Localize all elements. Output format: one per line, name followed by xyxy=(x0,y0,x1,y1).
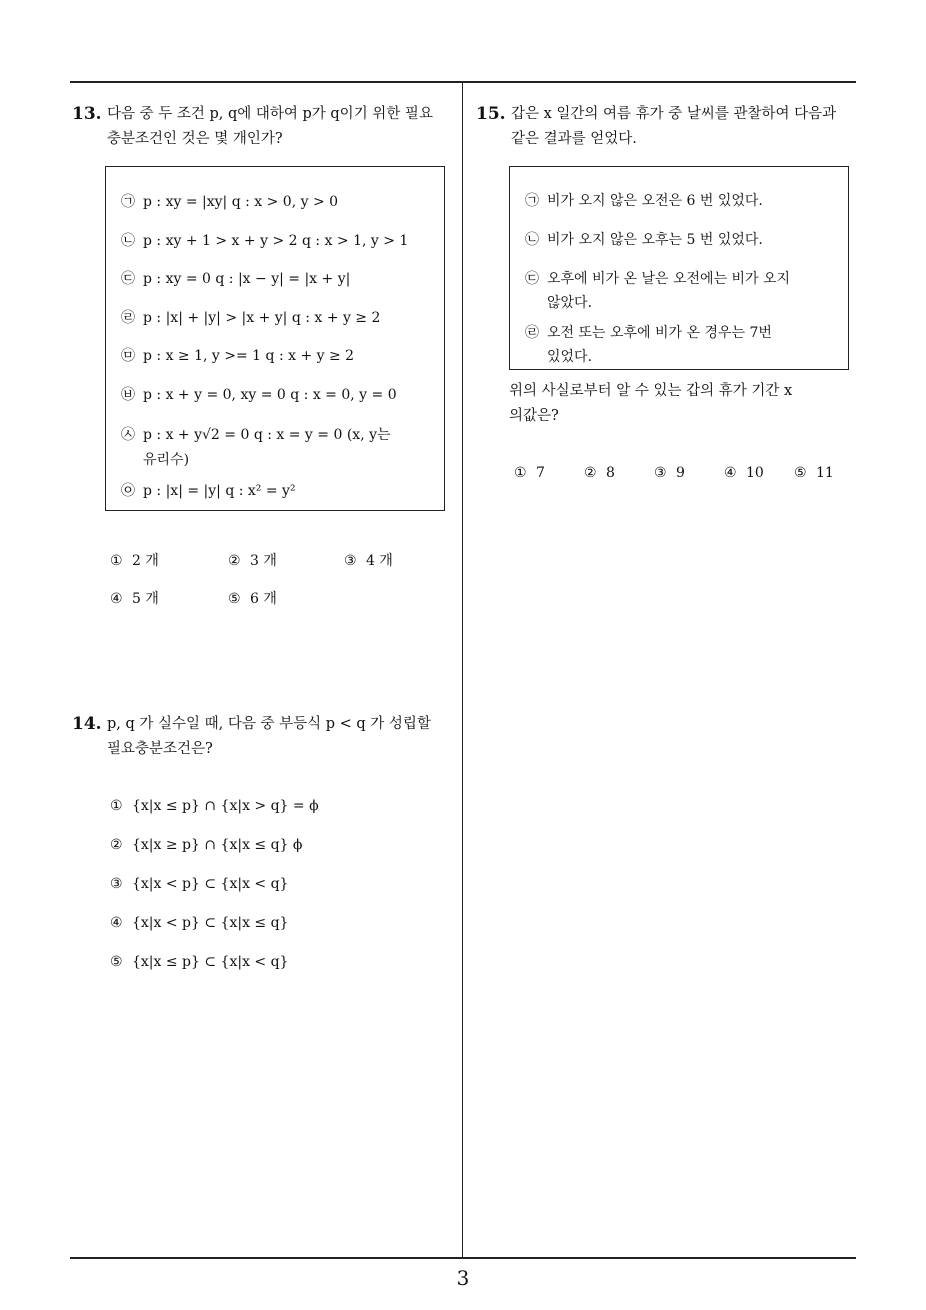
condition-text: p : xy = |xy| q : x > 0, y > 0 xyxy=(143,194,339,210)
choice-1[interactable] xyxy=(514,463,545,483)
choice-mark: ⑤ xyxy=(228,591,241,607)
condition-item xyxy=(121,230,408,253)
choice-4[interactable] xyxy=(110,589,159,609)
condition-item xyxy=(121,424,391,447)
question-number: 15. xyxy=(476,104,506,124)
question-14 xyxy=(72,712,456,762)
choice-1[interactable] xyxy=(110,551,159,571)
condition-mark: ㉧ xyxy=(121,483,135,499)
bottom-rule xyxy=(70,1257,856,1259)
choice-text: {x|x < p} ⊂ {x|x ≤ q} xyxy=(132,915,289,931)
choice-3[interactable] xyxy=(654,463,685,483)
condition-text: p : |x| + |y| > |x + y| q : x + y ≥ 2 xyxy=(143,310,381,326)
condition-item xyxy=(121,480,296,503)
condition-text: p : x + y = 0, xy = 0 q : x = 0, y = 0 xyxy=(143,387,397,403)
choice-2[interactable] xyxy=(110,835,302,855)
condition-text: p : x ≥ 1, y >= 1 q : x + y ≥ 2 xyxy=(143,348,355,364)
choice-mark: ① xyxy=(514,465,527,481)
choice-5[interactable] xyxy=(794,463,834,483)
choice-mark: ④ xyxy=(110,915,123,931)
choice-text: 9 xyxy=(676,465,685,481)
choice-mark: ③ xyxy=(110,876,123,892)
choice-1[interactable] xyxy=(110,796,319,816)
followup-line: 의값은? xyxy=(509,408,559,424)
choice-text: 7 xyxy=(536,465,545,481)
followup-line: 위의 사실로부터 알 수 있는 갑의 휴가 기간 x xyxy=(509,383,793,399)
choice-text: {x|x < p} ⊂ {x|x < q} xyxy=(132,876,289,892)
fact-mark: ㉡ xyxy=(525,232,539,248)
choice-mark: ④ xyxy=(110,591,123,607)
choice-text: 10 xyxy=(746,465,764,481)
stem-line: 필요충분조건은? xyxy=(107,741,213,757)
fact-continuation: 않았다. xyxy=(547,295,593,311)
question-stem xyxy=(511,102,860,152)
choice-mark: ⑤ xyxy=(794,465,807,481)
choice-mark: ① xyxy=(110,553,123,569)
question-stem xyxy=(107,102,456,152)
fact-text: 오전 또는 오후에 비가 온 경우는 7번 xyxy=(547,325,772,341)
fact-item xyxy=(525,229,763,252)
condition-item xyxy=(121,384,397,407)
choice-4[interactable] xyxy=(724,463,764,483)
stem-line: 충분조건인 것은 몇 개인가? xyxy=(107,131,283,147)
question-stem xyxy=(107,712,456,762)
fact-text: 비가 오지 않은 오전은 6 번 있었다. xyxy=(547,193,763,209)
condition-item xyxy=(121,307,380,330)
choice-text: 4 개 xyxy=(366,553,393,569)
condition-mark: ㉦ xyxy=(121,427,135,443)
fact-mark: ㉠ xyxy=(525,193,539,209)
choice-mark: ① xyxy=(110,798,123,814)
stem-line: 갑은 x 일간의 여름 휴가 중 날씨를 관찰하여 다음과 xyxy=(511,106,837,122)
condition-mark: ㉤ xyxy=(121,348,135,364)
fact-continuation: 있었다. xyxy=(547,349,593,365)
condition-text: p : x + y√2 = 0 q : x = y = 0 (x, y는 xyxy=(143,427,391,443)
choice-text: 2 개 xyxy=(132,553,159,569)
choice-text: 5 개 xyxy=(132,591,159,607)
question-13 xyxy=(72,102,456,152)
choice-2[interactable] xyxy=(228,551,277,571)
choice-text: 6 개 xyxy=(250,591,277,607)
choice-text: {x|x ≥ p} ∩ {x|x ≤ q} ϕ xyxy=(132,837,303,853)
fact-mark: ㉣ xyxy=(525,325,539,341)
condition-text: p : xy + 1 > x + y > 2 q : x > 1, y > 1 xyxy=(143,233,409,249)
choice-mark: ② xyxy=(110,837,123,853)
condition-continuation: 유리수) xyxy=(143,452,190,468)
fact-item xyxy=(525,268,790,291)
stem-line: p, q 가 실수일 때, 다음 중 부등식 p < q 가 성립할 xyxy=(107,716,431,732)
fact-text: 비가 오지 않은 오후는 5 번 있었다. xyxy=(547,232,763,248)
condition-item xyxy=(121,191,338,214)
fact-mark: ㉢ xyxy=(525,271,539,287)
choice-text: {x|x ≤ p} ⊂ {x|x < q} xyxy=(132,954,289,970)
choice-5[interactable] xyxy=(110,952,288,972)
stem-line: 같은 결과를 얻었다. xyxy=(511,131,637,147)
choice-2[interactable] xyxy=(584,463,615,483)
condition-text: p : xy = 0 q : |x − y| = |x + y| xyxy=(143,271,351,287)
condition-item xyxy=(121,268,350,291)
stem-line: 다음 중 두 조건 p, q에 대하여 p가 q이기 위한 필요 xyxy=(107,106,433,122)
choice-text: 8 xyxy=(606,465,615,481)
condition-text: p : |x| = |y| q : x² = y² xyxy=(143,483,296,499)
page-number: 3 xyxy=(456,1266,470,1290)
top-rule xyxy=(70,81,856,83)
condition-mark: ㉣ xyxy=(121,310,135,326)
choice-mark: ③ xyxy=(654,465,667,481)
choice-4[interactable] xyxy=(110,913,288,933)
condition-item xyxy=(121,345,354,368)
condition-mark: ㉢ xyxy=(121,271,135,287)
fact-item xyxy=(525,322,772,345)
choice-mark: ⑤ xyxy=(110,954,123,970)
fact-item xyxy=(525,190,763,213)
question-15 xyxy=(476,102,860,152)
choice-3[interactable] xyxy=(344,551,393,571)
choice-5[interactable] xyxy=(228,589,277,609)
choice-mark: ③ xyxy=(344,553,357,569)
choice-mark: ④ xyxy=(724,465,737,481)
choice-mark: ② xyxy=(228,553,241,569)
choice-text: 11 xyxy=(816,465,834,481)
condition-mark: ㉥ xyxy=(121,387,135,403)
choice-text: 3 개 xyxy=(250,553,277,569)
question-number: 13. xyxy=(72,104,102,124)
question-15-followup xyxy=(509,379,859,429)
choice-text: {x|x ≤ p} ∩ {x|x > q} = ϕ xyxy=(132,798,319,814)
condition-mark: ㉡ xyxy=(121,233,135,249)
condition-mark: ㉠ xyxy=(121,194,135,210)
choice-3[interactable] xyxy=(110,874,288,894)
choice-mark: ② xyxy=(584,465,597,481)
question-number: 14. xyxy=(72,714,102,734)
fact-text: 오후에 비가 온 날은 오전에는 비가 오지 xyxy=(547,271,791,287)
column-divider xyxy=(462,83,463,1257)
